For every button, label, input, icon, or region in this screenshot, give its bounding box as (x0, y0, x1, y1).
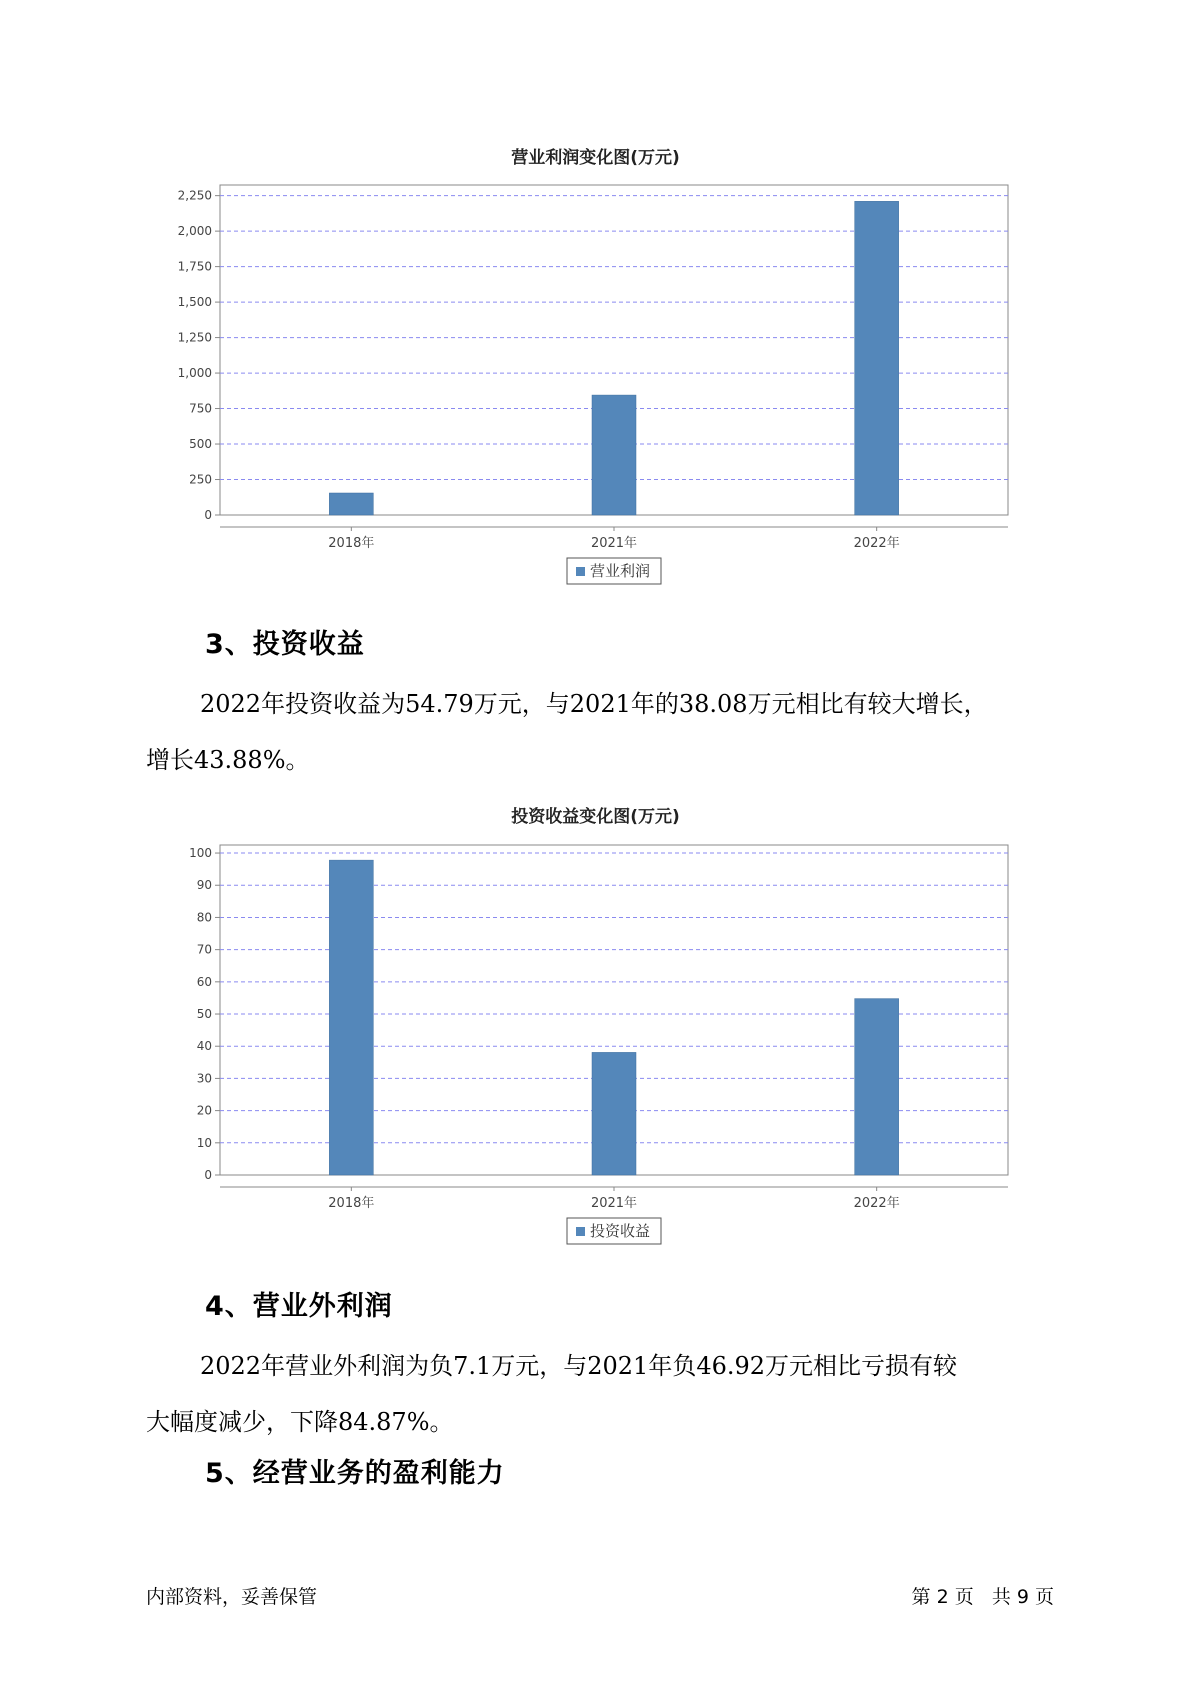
y-tick-label: 1,500 (177, 295, 212, 310)
x-tick-label: 2022年 (853, 536, 900, 551)
bar (329, 860, 373, 1175)
y-tick-label: 80 (196, 910, 212, 925)
bar (855, 999, 899, 1175)
x-tick-label: 2018年 (328, 536, 375, 551)
section-heading-business-profitability: 5、经营业务的盈利能力 (205, 1458, 505, 1489)
chart2-title: 投资收益变化图(万元) (511, 807, 680, 827)
y-tick-label: 60 (196, 974, 212, 989)
y-tick-label: 50 (196, 1007, 212, 1022)
section-paragraph-non-operating-profit (146, 1338, 1046, 1450)
y-tick-label: 1,250 (177, 330, 212, 345)
legend-label: 营业利润 (590, 562, 651, 580)
y-tick-label: 2,000 (177, 224, 212, 239)
x-tick-label: 2021年 (590, 1196, 638, 1211)
paragraph-line: 增长43.88%。 (146, 746, 310, 774)
y-tick-label: 30 (196, 1071, 212, 1086)
y-tick-label: 750 (189, 401, 212, 416)
section-heading-investment-income: 3、投资收益 (205, 629, 365, 660)
bar (592, 395, 636, 515)
paragraph-line: 2022年投资收益为54.79万元，与2021年的38.08万元相比有较大增长， (200, 690, 988, 718)
y-tick-label: 10 (196, 1135, 212, 1150)
operating-profit-chart (0, 160, 1191, 590)
y-tick-label: 20 (196, 1103, 212, 1118)
y-tick-label: 100 (189, 846, 212, 861)
legend-swatch (576, 567, 585, 576)
paragraph-line: 大幅度减少，下降84.87%。 (146, 1408, 454, 1436)
y-tick-label: 1,750 (177, 259, 212, 274)
legend-swatch (576, 1227, 585, 1236)
legend (567, 1218, 661, 1244)
footer-page-number: 第 2 页 共 9 页 (911, 1586, 1054, 1608)
bar (855, 201, 899, 515)
section-paragraph-investment-income (146, 676, 1046, 788)
y-tick-label: 0 (204, 1168, 212, 1182)
y-tick-label: 90 (196, 878, 212, 893)
y-tick-label: 0 (204, 508, 212, 522)
y-tick-label: 500 (189, 437, 212, 452)
y-tick-label: 1,000 (177, 366, 212, 381)
x-tick-label: 2021年 (590, 536, 638, 551)
x-tick-label: 2018年 (328, 1196, 375, 1211)
chart1-title: 营业利润变化图(万元) (511, 148, 680, 168)
legend-label: 投资收益 (590, 1222, 651, 1240)
bar (592, 1052, 636, 1175)
legend (567, 558, 661, 584)
section-heading-non-operating-profit: 4、营业外利润 (205, 1291, 393, 1322)
investment-income-chart (0, 820, 1191, 1250)
y-tick-label: 250 (189, 472, 212, 487)
y-tick-label: 70 (196, 942, 212, 957)
x-tick-label: 2022年 (853, 1196, 900, 1211)
footer-confidential-note: 内部资料，妥善保管 (146, 1586, 318, 1608)
paragraph-line: 2022年营业外利润为负7.1万元，与2021年负46.92万元相比亏损有较 (200, 1352, 958, 1380)
bar (329, 493, 373, 515)
y-tick-label: 40 (196, 1039, 212, 1054)
y-tick-label: 2,250 (177, 188, 212, 203)
